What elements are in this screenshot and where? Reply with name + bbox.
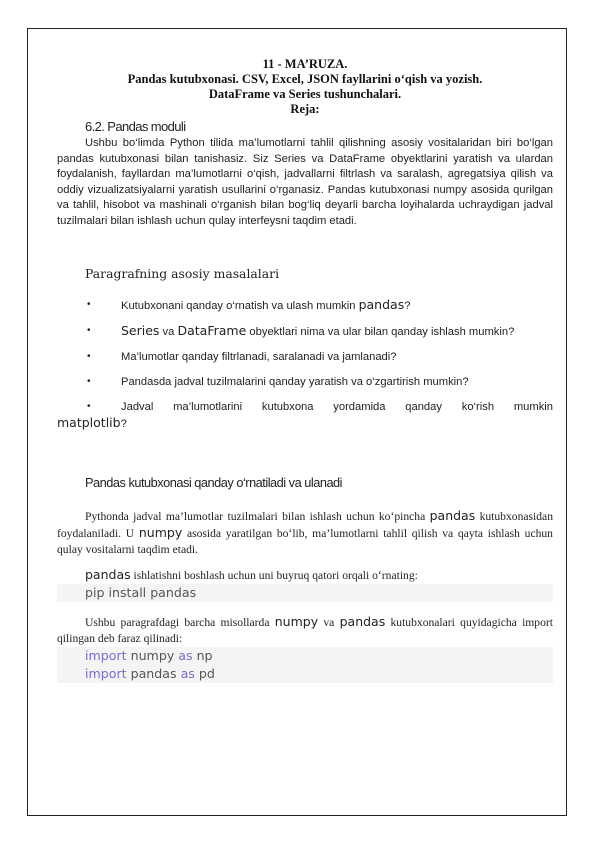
install-heading: Pandas kutubxonasi qanday o‘rnatiladi va ulanadi [85, 474, 343, 490]
list-item: • Kutubxonani qanday o‘rnatish va ulash mumkin pandas? [57, 297, 553, 314]
import-paragraph: Ushbu paragrafdagi barcha misollarda numpy va pandas kutubxonalari quyidagicha import qilingan deb faraz qilinadi: [57, 613, 553, 645]
section-heading: 6.2. Pandas moduli [85, 119, 186, 134]
list-item: • Pandasda jadval tuzilmalarini qanday yaratish va o‘zgartirish mumkin? [57, 374, 553, 390]
install-paragraph: Pythonda jadval ma’lumotlar tuzilmalari bilan ishlash uchun ko‘pincha pandas kutubxonasidan foydalaniladi. U numpy asosida yaratilgan bo‘lib, ma’lumotlarni tahlil qilish va qayta ishlash uchun qulay vositalarni taqdim etadi. [57, 507, 553, 556]
lecture-header [57, 57, 553, 117]
plan-label: Reja: [290, 102, 320, 116]
list-item: • Ma’lumotlar qanday filtrlanadi, saralanadi va jamlanadi? [57, 349, 553, 365]
import-code-block [57, 647, 553, 683]
install-instruction: pandas ishlatishni boshlash uchun uni buyruq qatori orqali o‘rnating: [85, 566, 418, 582]
list-item: • Series va DataFrame obyektlari nima va ular bilan qanday ishlash mumkin? [57, 323, 553, 340]
tasks-heading: Paragrafning asosiy masalalari [85, 265, 280, 281]
lecture-title: Pandas kutubxonasi. CSV, Excel, JSON fayllarini o‘qish va yozish. [127, 72, 483, 86]
code-line: import numpy as np [85, 647, 213, 663]
lecture-number: 11 - MA’RUZA. [262, 57, 348, 71]
code-line: import pandas as pd [85, 665, 215, 681]
tasks-list [57, 297, 553, 432]
lecture-subtitle: DataFrame va Series tushunchalari. [208, 87, 402, 101]
install-code-block: pip install pandas [57, 584, 553, 602]
document-page [57, 57, 553, 683]
list-item: • Jadval ma’lumotlarini kutubxona yordamida qanday ko‘rish mumkin matplotlib? [57, 399, 553, 432]
intro-paragraph: Ushbu bo‘limda Python tilida ma’lumotlarni tahlil qilishning asosiy vositalaridan biri bo‘lgan pandas kutubxonasi bilan tanishasiz. Siz Series va DataFrame obyektlarini yaratish va ulardan foydalanish, fayllardan ma’lumotlarni o‘qish, jadvallarni filtrlash va saralash, agregatsiya qilish va oddiy vizualizatsiyalarni yaratish usullarini o‘rganasiz. Pandas kutubxonasi numpy asosida qurilgan va tahlil, hisobot va mashinali o‘rganish bilan bog‘liq deyarli barcha loyihalarda uchraydigan jadval tuzilmalari bilan ishlash uchun qulay interfeysni taqdim etadi. [57, 137, 553, 227]
